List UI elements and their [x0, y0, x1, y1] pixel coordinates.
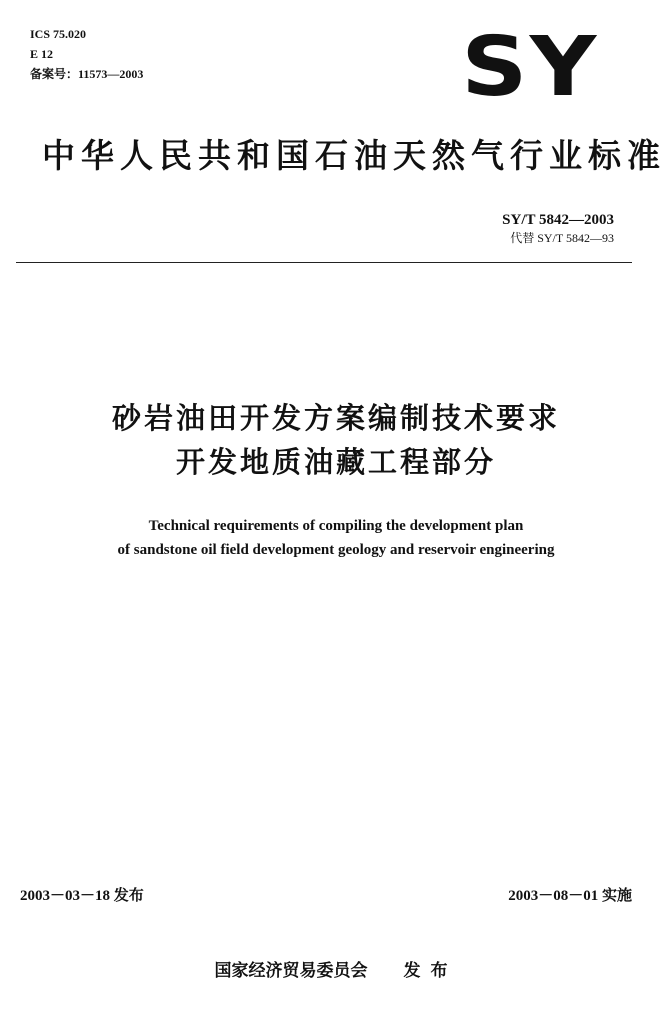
- standard-block: [502, 210, 614, 246]
- title-english: [0, 514, 672, 562]
- ics-code: ICS 75.020: [30, 27, 87, 41]
- title-chinese: [0, 396, 672, 484]
- title-english-line1: Technical requirements of compiling the development plan: [148, 518, 524, 534]
- classification-code: E 12: [30, 47, 54, 61]
- publisher: [0, 956, 672, 981]
- org-title: 中华人民共和国石油天然气行业标准: [42, 136, 666, 175]
- header-meta: [30, 24, 143, 84]
- standard-number: SY/T 5842—2003: [502, 212, 614, 228]
- title-chinese-line1: 砂岩油田开发方案编制技术要求: [111, 401, 560, 435]
- publisher-name: 国家经济贸易委员会: [214, 961, 368, 981]
- title-chinese-line2: 开发地质油藏工程部分: [175, 445, 496, 479]
- publisher-verb: 发布: [403, 961, 458, 981]
- record-number: 备案号：11573—2003: [30, 67, 144, 81]
- implementation-date: 2003－08－01 实施: [508, 888, 632, 904]
- standard-replaces: 代替 SY/T 5842—93: [510, 231, 614, 245]
- header-divider: [16, 262, 632, 263]
- issue-date: 2003－03－18 发布: [20, 888, 144, 904]
- title-english-line2: of sandstone oil field development geology and reservoir engineering: [117, 542, 555, 558]
- sy-logo: SY: [460, 20, 598, 115]
